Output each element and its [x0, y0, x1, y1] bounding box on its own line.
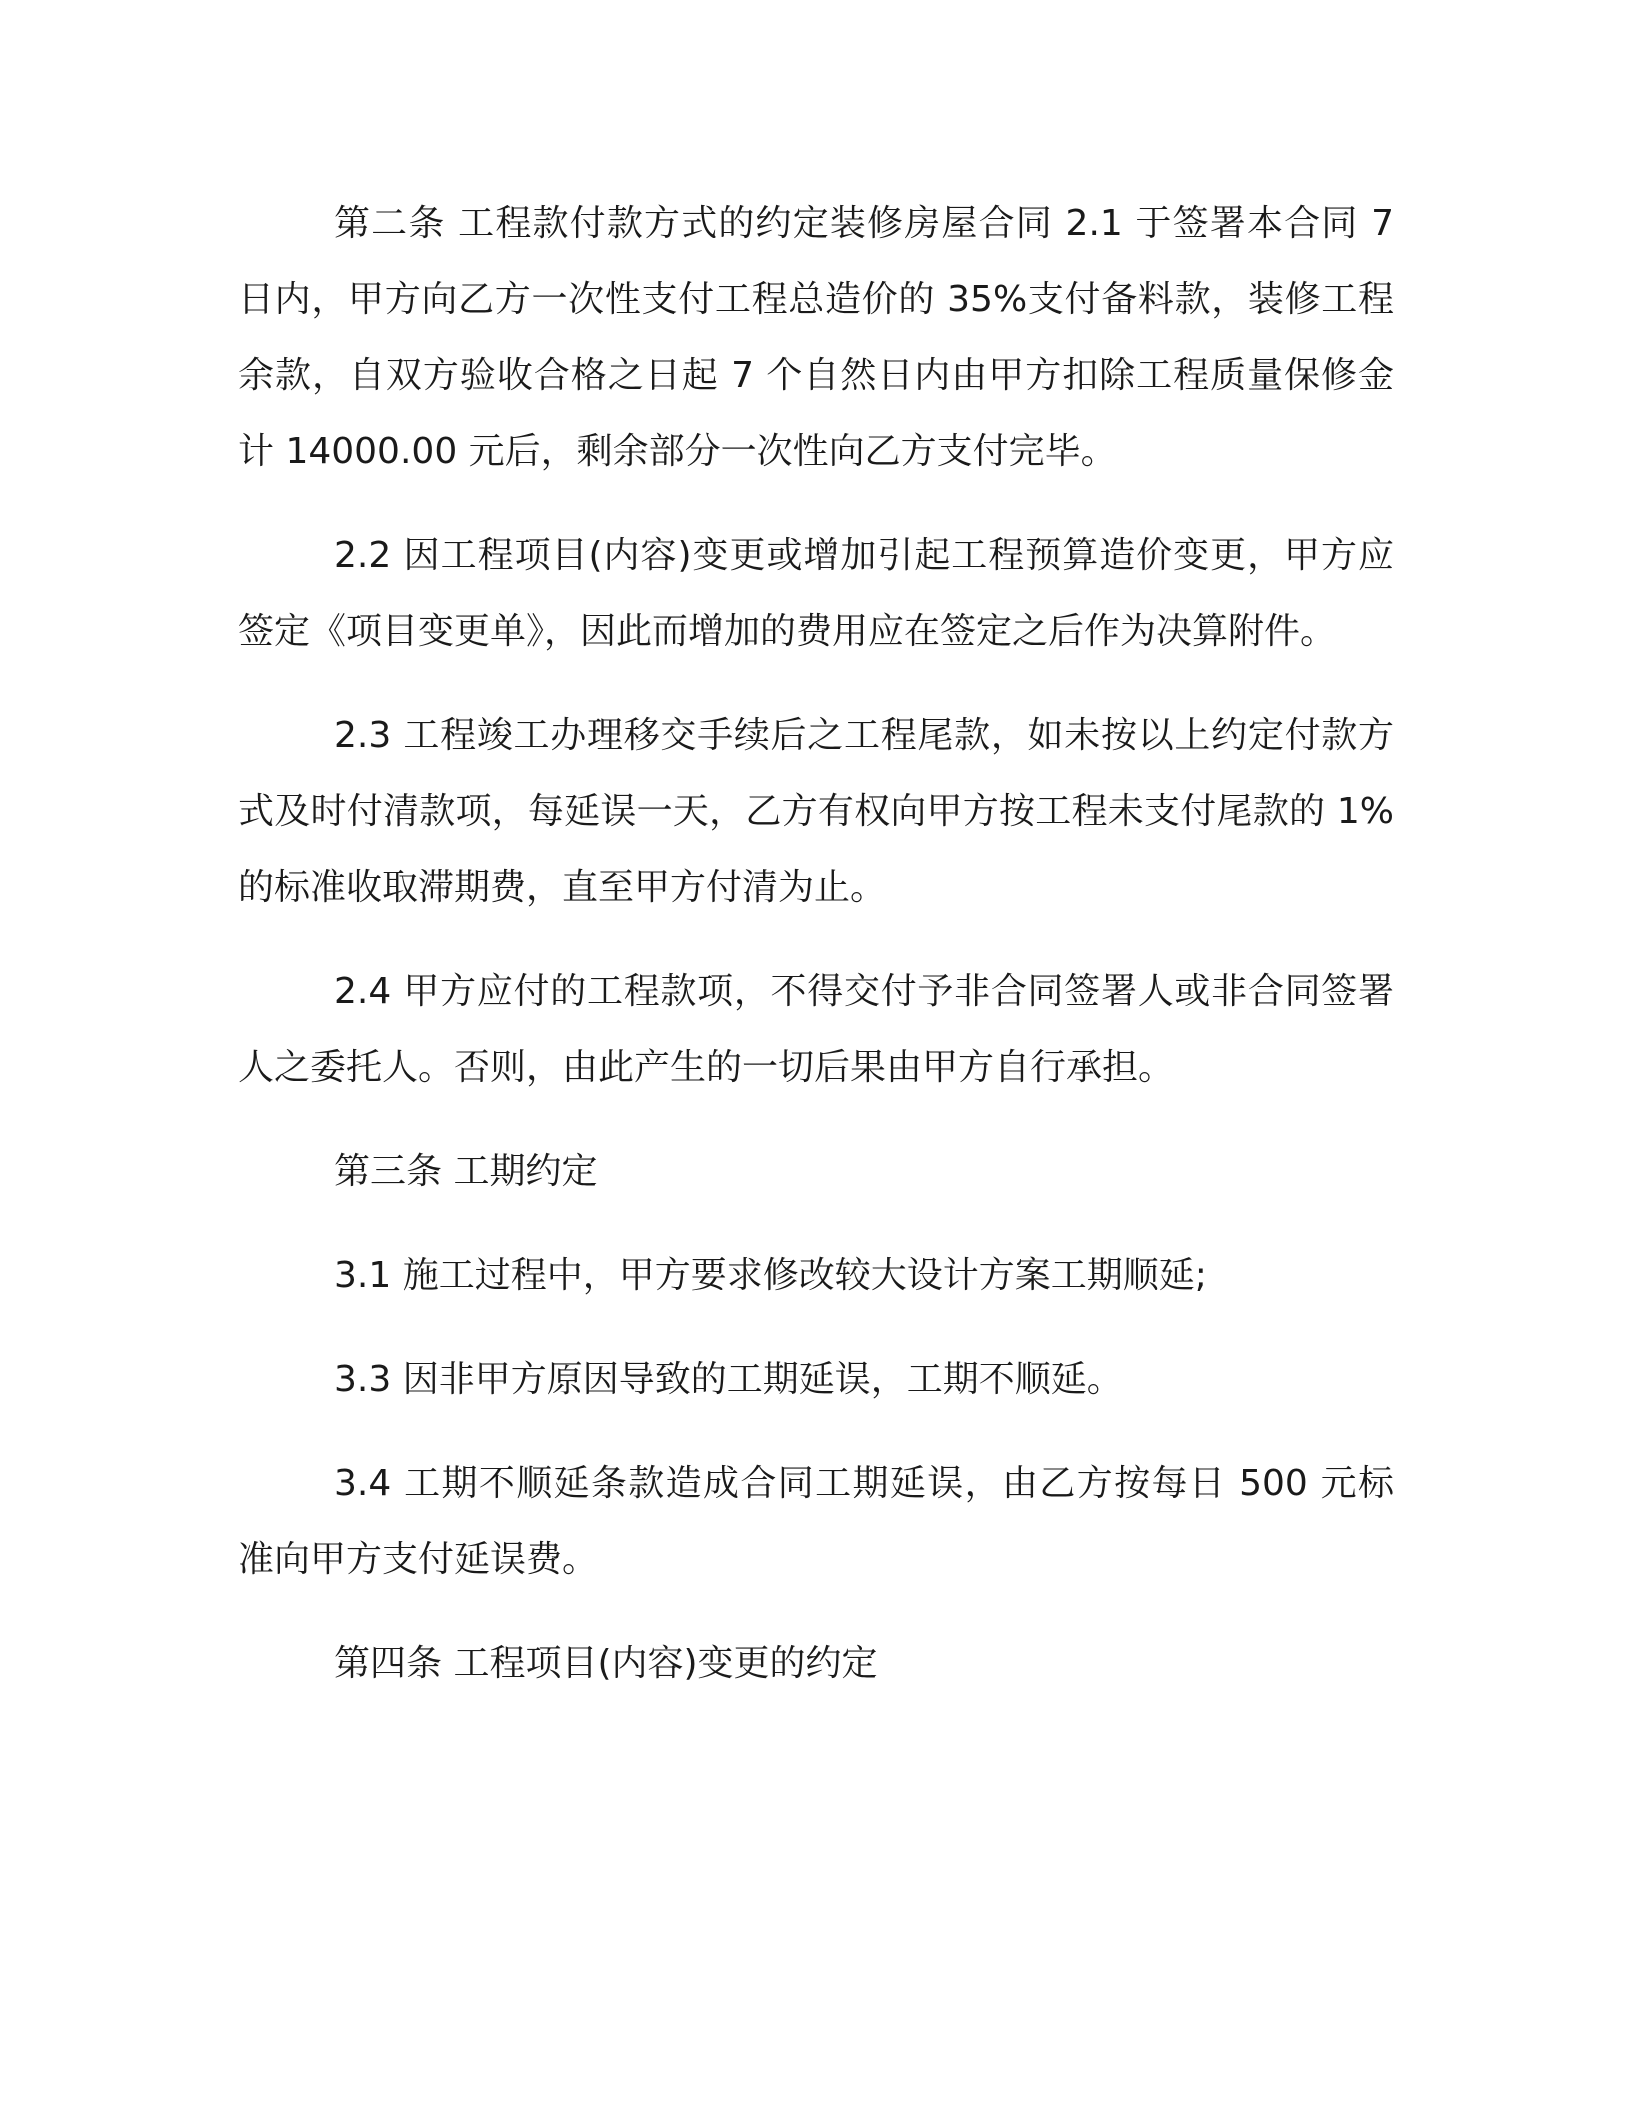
- article-4-heading: 第四条 工程项目(内容)变更的约定: [334, 1643, 878, 1684]
- clause-2-3-paragraph: 2.3 工程竣工办理移交手续后之工程尾款，如未按以上约定付款方式及时付清款项，每延误一天，乙方有权向甲方按工程未支付尾款的 1%的标准收取滞期费，直至甲方付清为止。: [238, 715, 1394, 908]
- clause-3-1-paragraph: 3.1 施工过程中，甲方要求修改较大设计方案工期顺延;: [334, 1255, 1207, 1296]
- article-3-heading: 第三条 工期约定: [334, 1151, 598, 1192]
- clause-2-4-paragraph: 2.4 甲方应付的工程款项，不得交付予非合同签署人或非合同签署人之委托人。否则，由此产生的一切后果由甲方自行承担。: [238, 971, 1394, 1088]
- clause-2-1-paragraph: 第二条 工程款付款方式的约定装修房屋合同 2.1 于签署本合同 7 日内，甲方向乙方一次性支付工程总造价的 35%支付备料款，装修工程余款，自双方验收合格之日起 7 个自然日内由甲方扣除工程质量保修金计 14000.00 元后，剩余部分一次性向乙方支付完毕。: [238, 203, 1394, 472]
- clause-2-2-paragraph: 2.2 因工程项目(内容)变更或增加引起工程预算造价变更，甲方应签定《项目变更单》，因此而增加的费用应在签定之后作为决算附件。: [238, 535, 1394, 652]
- document-body: [238, 186, 1394, 1730]
- clause-3-3-paragraph: 3.3 因非甲方原因导致的工期延误，工期不顺延。: [334, 1359, 1123, 1400]
- clause-3-4-paragraph: 3.4 工期不顺延条款造成合同工期延误，由乙方按每日 500 元标准向甲方支付延误费。: [238, 1463, 1394, 1580]
